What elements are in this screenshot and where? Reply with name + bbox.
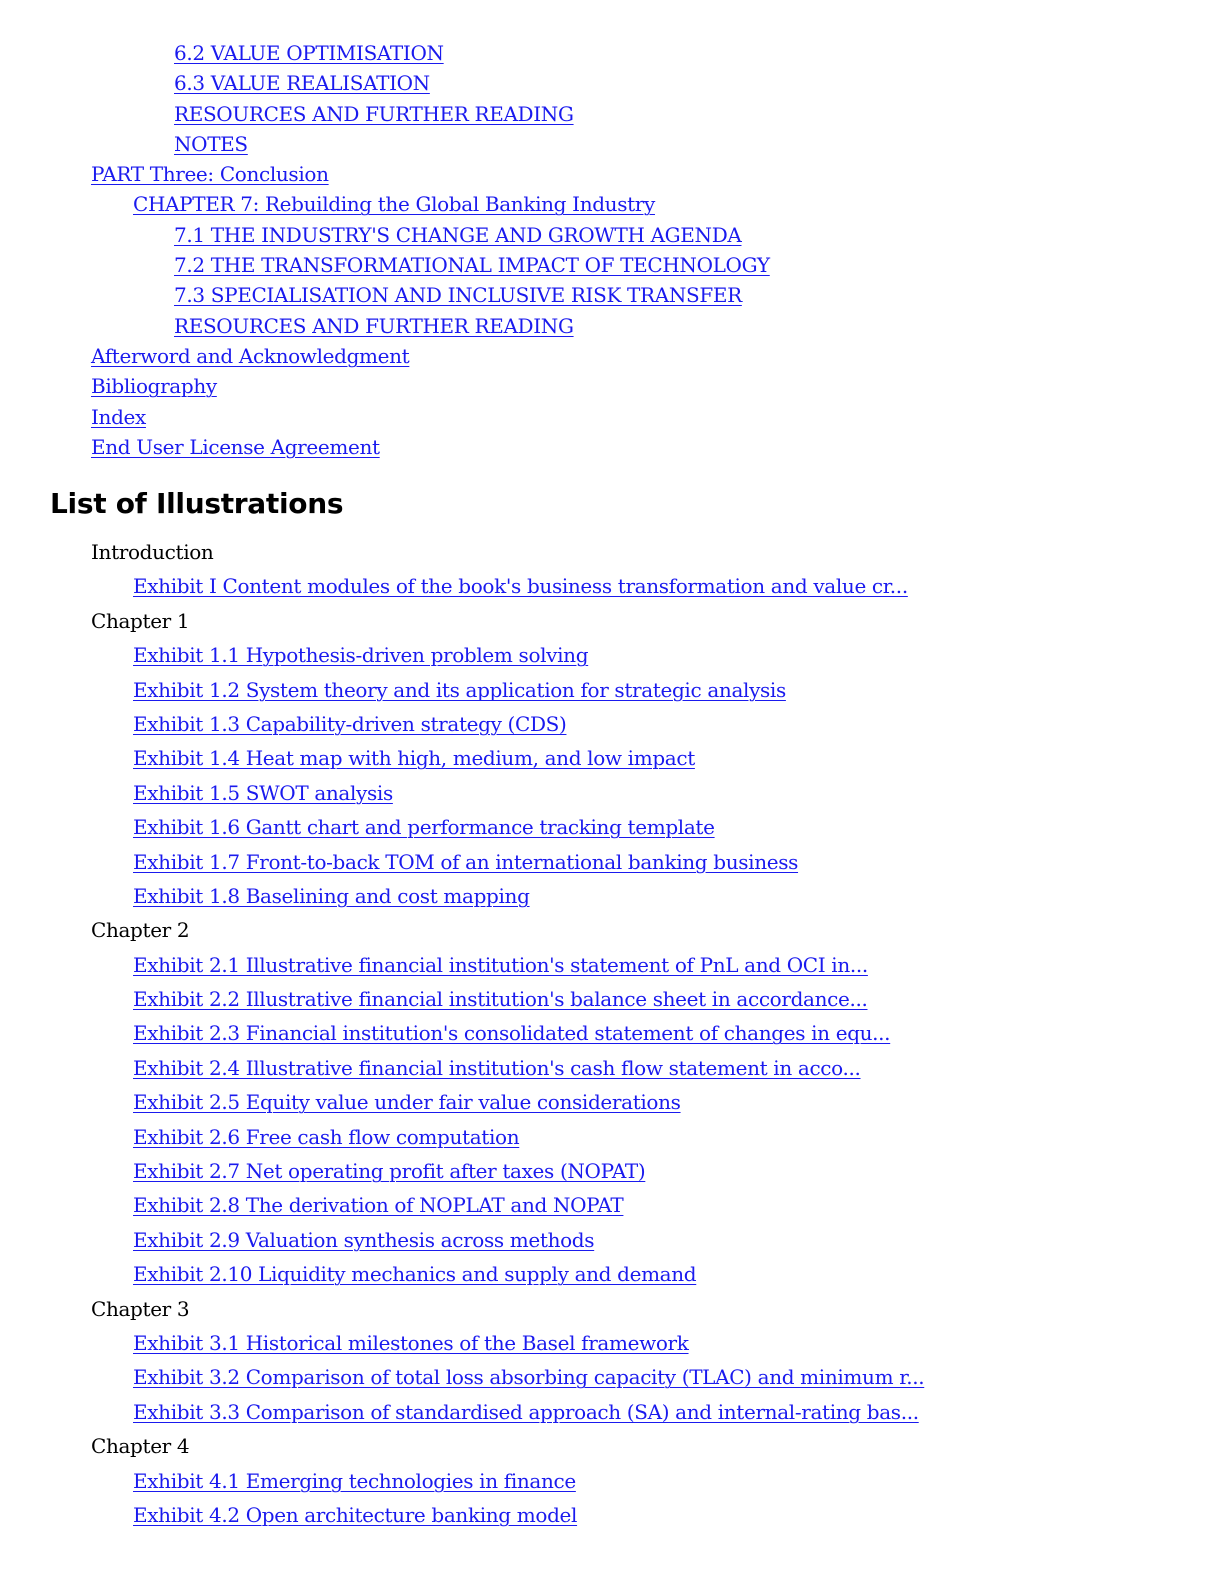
toc-item	[0, 341, 770, 371]
exhibit-link-exhibit-1-8-baselining-and-cost-mapping[interactable]: Exhibit 1.8 Baselining and cost mapping	[133, 883, 530, 908]
toc-item	[0, 189, 770, 219]
exhibit-item	[0, 707, 924, 741]
exhibit-item	[0, 1360, 924, 1394]
exhibit-link-exhibit-1-1-hypothesis-driven-problem-solving[interactable]: Exhibit 1.1 Hypothesis-driven problem solving	[133, 643, 589, 668]
toc-item	[0, 250, 770, 280]
exhibit-link-exhibit-2-10-liquidity-mechanics-and-supply-and-demand[interactable]: Exhibit 2.10 Liquidity mechanics and supply and demand	[133, 1262, 697, 1287]
exhibit-link-exhibit-2-6-free-cash-flow-computation[interactable]: Exhibit 2.6 Free cash flow computation	[133, 1124, 520, 1149]
exhibit-item	[0, 1257, 924, 1291]
section-label-introduction: Introduction	[91, 540, 214, 564]
exhibit-item	[0, 776, 924, 810]
exhibit-item	[0, 1464, 924, 1498]
exhibit-item	[0, 1223, 924, 1257]
exhibit-link-exhibit-2-5-equity-value-under-fair-value-considerations[interactable]: Exhibit 2.5 Equity value under fair value considerations	[133, 1090, 681, 1115]
toc-item	[0, 402, 770, 432]
toc-link-resources-and-further-reading[interactable]: RESOURCES AND FURTHER READING	[174, 101, 574, 126]
exhibit-link-exhibit-2-8-the-derivation-of-noplat-and-nopat[interactable]: Exhibit 2.8 The derivation of NOPLAT and NOPAT	[133, 1193, 624, 1218]
toc-link-6-2-value-optimisation[interactable]: 6.2 VALUE OPTIMISATION	[174, 41, 444, 65]
exhibit-item	[0, 1154, 924, 1188]
toc-item	[0, 311, 770, 341]
exhibit-item	[0, 1085, 924, 1119]
exhibit-item	[0, 810, 924, 844]
toc-link-notes[interactable]: NOTES	[174, 131, 248, 156]
exhibit-link-exhibit-2-1-illustrative-financial-institution-s-statement-o[interactable]: Exhibit 2.1 Illustrative financial institution's statement of PnL and OCI in...	[133, 952, 868, 977]
exhibit-item	[0, 1051, 924, 1085]
section-label-chapter-3: Chapter 3	[91, 1296, 190, 1321]
section-label-chapter-1: Chapter 1	[91, 608, 190, 633]
toc-link-7-1-the-industry-s-change-and-growth-agenda[interactable]: 7.1 THE INDUSTRY'S CHANGE AND GROWTH AGENDA	[174, 222, 742, 247]
exhibit-link-exhibit-i-content-modules-of-the-book-s-business-transformat[interactable]: Exhibit I Content modules of the book's business transformation and value cr...	[133, 574, 908, 599]
toc-item	[0, 371, 770, 401]
toc-link-bibliography[interactable]: Bibliography	[91, 374, 217, 399]
toc-link-chapter-7-rebuilding-the-global-banking-industry[interactable]: CHAPTER 7: Rebuilding the Global Banking Industry	[133, 192, 655, 217]
exhibit-link-exhibit-2-7-net-operating-profit-after-taxes-nopat[interactable]: Exhibit 2.7 Net operating profit after taxes (NOPAT)	[133, 1159, 646, 1184]
exhibit-item	[0, 879, 924, 913]
toc-link-end-user-license-agreement[interactable]: End User License Agreement	[91, 434, 380, 459]
toc-link-7-3-specialisation-and-inclusive-risk-transfer[interactable]: 7.3 SPECIALISATION AND INCLUSIVE RISK TRANSFER	[174, 283, 742, 308]
exhibit-link-exhibit-2-3-financial-institution-s-consolidated-statement-o[interactable]: Exhibit 2.3 Financial institution's consolidated statement of changes in equ...	[133, 1021, 891, 1046]
exhibit-item	[0, 638, 924, 672]
exhibit-item	[0, 1016, 924, 1050]
exhibit-item	[0, 1120, 924, 1154]
exhibit-link-exhibit-2-2-illustrative-financial-institution-s-balance-she[interactable]: Exhibit 2.2 Illustrative financial institution's balance sheet in accordance...	[133, 987, 868, 1012]
toc-item	[0, 38, 770, 68]
toc-item	[0, 220, 770, 250]
exhibit-link-exhibit-3-1-historical-milestones-of-the-basel-framework[interactable]: Exhibit 3.1 Historical milestones of the Basel framework	[133, 1330, 689, 1355]
table-of-contents	[0, 38, 770, 462]
exhibit-link-exhibit-2-4-illustrative-financial-institution-s-cash-flow-s[interactable]: Exhibit 2.4 Illustrative financial institution's cash flow statement in acco...	[133, 1055, 861, 1080]
toc-link-6-3-value-realisation[interactable]: 6.3 VALUE REALISATION	[174, 71, 430, 96]
section-label-chapter-2: Chapter 2	[91, 918, 190, 943]
list-of-illustrations-heading: List of Illustrations	[50, 487, 344, 520]
exhibit-item	[0, 1326, 924, 1360]
section-label-chapter-4: Chapter 4	[91, 1434, 190, 1459]
exhibit-link-exhibit-1-2-system-theory-and-its-application-for-strategic-[interactable]: Exhibit 1.2 System theory and its application for strategic analysis	[133, 677, 786, 702]
toc-item	[0, 99, 770, 129]
exhibit-link-exhibit-2-9-valuation-synthesis-across-methods[interactable]: Exhibit 2.9 Valuation synthesis across methods	[133, 1227, 595, 1252]
exhibit-link-exhibit-3-2-comparison-of-total-loss-absorbing-capacity-tlac[interactable]: Exhibit 3.2 Comparison of total loss absorbing capacity (TLAC) and minimum r...	[133, 1365, 925, 1390]
exhibit-item	[0, 948, 924, 982]
toc-item	[0, 68, 770, 98]
exhibit-item	[0, 1188, 924, 1222]
toc-link-part-three-conclusion[interactable]: PART Three: Conclusion	[91, 162, 329, 187]
exhibit-link-exhibit-1-3-capability-driven-strategy-cds[interactable]: Exhibit 1.3 Capability-driven strategy (CDS)	[133, 711, 567, 736]
toc-link-7-2-the-transformational-impact-of-technology[interactable]: 7.2 THE TRANSFORMATIONAL IMPACT OF TECHNOLOGY	[174, 253, 770, 278]
toc-item	[0, 129, 770, 159]
exhibit-link-exhibit-1-5-swot-analysis[interactable]: Exhibit 1.5 SWOT analysis	[133, 780, 393, 805]
exhibit-link-exhibit-4-1-emerging-technologies-in-finance[interactable]: Exhibit 4.1 Emerging technologies in finance	[133, 1468, 576, 1493]
list-of-illustrations	[0, 535, 924, 1532]
toc-item	[0, 280, 770, 310]
exhibit-link-exhibit-1-7-front-to-back-tom-of-an-international-banking-bu[interactable]: Exhibit 1.7 Front-to-back TOM of an international banking business	[133, 849, 799, 874]
exhibit-item	[0, 569, 924, 603]
toc-link-afterword-and-acknowledgment[interactable]: Afterword and Acknowledgment	[91, 343, 410, 368]
toc-item	[0, 432, 770, 462]
exhibit-link-exhibit-3-3-comparison-of-standardised-approach-sa-and-inter[interactable]: Exhibit 3.3 Comparison of standardised approach (SA) and internal-rating bas...	[133, 1399, 919, 1424]
exhibit-item	[0, 982, 924, 1016]
exhibit-link-exhibit-1-4-heat-map-with-high-medium-and-low-impact[interactable]: Exhibit 1.4 Heat map with high, medium, and low impact	[133, 746, 695, 771]
exhibit-item	[0, 673, 924, 707]
exhibit-item	[0, 1498, 924, 1532]
exhibit-item	[0, 845, 924, 879]
exhibit-link-exhibit-4-2-open-architecture-banking-model[interactable]: Exhibit 4.2 Open architecture banking model	[133, 1502, 578, 1527]
toc-link-resources-and-further-reading[interactable]: RESOURCES AND FURTHER READING	[174, 313, 574, 338]
exhibit-link-exhibit-1-6-gantt-chart-and-performance-tracking-template[interactable]: Exhibit 1.6 Gantt chart and performance tracking template	[133, 815, 715, 840]
exhibit-item	[0, 741, 924, 775]
toc-item	[0, 159, 770, 189]
exhibit-item	[0, 1395, 924, 1429]
toc-link-index[interactable]: Index	[91, 404, 146, 429]
